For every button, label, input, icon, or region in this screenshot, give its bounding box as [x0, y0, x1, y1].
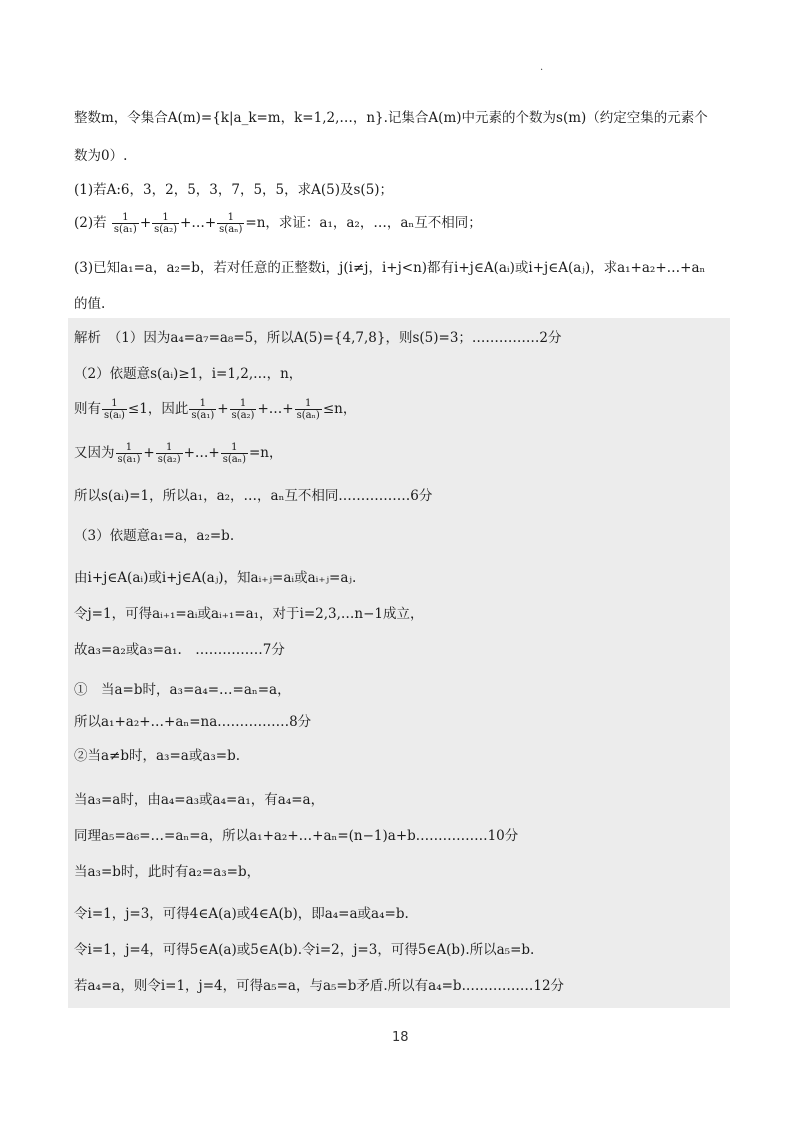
solution-line-16: 令i=1，j=3，可得4∈A(a)或4∈A(b)，即a₄=a或a₄=b. — [74, 906, 409, 922]
problem-part-2-suffix: =n，求证：a₁，a₂，…，aₙ互不相同； — [245, 215, 482, 231]
solution-line-17: 令i=1，j=4，可得5∈A(a)或5∈A(b).令i=2，j=3，可得5∈A(b).所以a₅=b. — [74, 942, 535, 958]
solution-line-18: 若a₄=a，则令i=1，j=4，可得a₅=a，与a₅=b矛盾.所以有a₄=b.……………12分 — [74, 978, 565, 994]
solution-line-8: 令j=1，可得aᵢ₊₁=aᵢ或aᵢ₊₁=a₁，对于i=2,3,…n−1成立， — [74, 606, 424, 622]
problem-part-2-prefix: (2)若 — [74, 215, 107, 231]
solution-line-14: 同理a₅=a₆=…=aₙ=a，所以a₁+a₂+…+aₙ=(n−1)a+b.……………10分 — [74, 828, 519, 844]
solution-line-4: 又因为 $\frac{1}{\text{s(a₁)}}$ + $\frac{1}{\text{s(a₂)}}$ +…+ $\frac{1}{\text{s(aₙ)}}$ =n， — [74, 442, 283, 465]
problem-line-1: 整数m，令集合A(m)={k|a_k=m，k=1,2,…，n}.记集合A(m)中元素的个数为s(m)（约定空集的元素个 — [74, 110, 708, 126]
solution-line-15: 当a₃=b时，此时有a₂=a₃=b， — [74, 864, 261, 880]
solution-line-3: 则有 $\frac{1}{\text{s(aᵢ)}}$ ≤1，因此 $\frac{1}{\text{s(a₁)}}$ + $\frac{1}{\text{s(a₂)}}$ +…+ $\frac{1}{\text{s(aₙ)}}$ ≤n， — [74, 398, 357, 421]
solution-line-9: 故a₃=a₂或a₃=a₁. ……………7分 — [74, 642, 285, 658]
solution-line-12: ②当a≠b时，a₃=a或a₃=b. — [74, 748, 241, 764]
fraction: $\frac{1}{\text{s(aₙ)}}$ — [219, 212, 243, 235]
problem-part-3: (3)已知a₁=a，a₂=b，若对任意的正整数i，j(i≠j，i+j<n)都有i+j∈A(aᵢ)或i+j∈A(aⱼ)，求a₁+a₂+…+aₙ — [74, 260, 706, 276]
page-number: 18 — [392, 1030, 409, 1045]
solution-line-10: ① 当a=b时，a₃=a₄=…=aₙ=a， — [74, 682, 291, 698]
fraction: $\frac{1}{\text{s(a₁)}}$ — [191, 398, 215, 421]
solution-line-5: 所以s(aᵢ)=1，所以a₁，a₂，…，aₙ互不相同.……………6分 — [74, 488, 433, 504]
top-mark: . — [540, 62, 544, 73]
fraction: $\frac{1}{\text{s(aₙ)}}$ — [222, 442, 246, 465]
solution-line-6: （3）依题意a₁=a，a₂=b. — [74, 528, 235, 544]
problem-part-2: (2)若 $\frac{1}{\text{s(a₁)}}$ + $\frac{1}{\text{s(a₂)}}$ +…+ $\frac{1}{\text{s(aₙ)}}$ =n，求证：a₁，a₂，…，aₙ互不相同； — [74, 212, 482, 235]
problem-part-3-end: 的值. — [74, 296, 106, 312]
fraction: $\frac{1}{\text{s(aₙ)}}$ — [296, 398, 320, 421]
problem-part-1: (1)若A:6，3，2，5，3，7，5，5，求A(5)及s(5)； — [74, 182, 394, 198]
solution-line-13: 当a₃=a时，由a₄=a₃或a₄=a₁，有a₄=a， — [74, 792, 325, 808]
solution-line-2: （2）依题意s(aᵢ)≥1，i=1,2,…，n， — [74, 366, 303, 382]
solution-line-7: 由i+j∈A(aᵢ)或i+j∈A(aⱼ)，知aᵢ₊ⱼ=aᵢ或aᵢ₊ⱼ=aⱼ. — [74, 570, 357, 586]
solution-line-1: 解析 （1）因为a₄=a₇=a₈=5，所以A(5)={4,7,8}，则s(5)=3；……………2分 — [74, 330, 562, 346]
solution-line-11: 所以a₁+a₂+…+aₙ=na.……………8分 — [74, 714, 312, 730]
fraction: $\frac{1}{\text{s(a₂)}}$ — [231, 398, 255, 421]
fraction: $\frac{1}{\text{s(a₁)}}$ — [117, 442, 141, 465]
fraction: $\frac{1}{\text{s(a₁)}}$ — [113, 212, 137, 235]
fraction: $\frac{1}{\text{s(aᵢ)}}$ — [104, 398, 125, 421]
fraction: $\frac{1}{\text{s(a₂)}}$ — [157, 442, 181, 465]
fraction: $\frac{1}{\text{s(a₂)}}$ — [154, 212, 178, 235]
problem-line-2: 数为0）. — [74, 148, 128, 164]
